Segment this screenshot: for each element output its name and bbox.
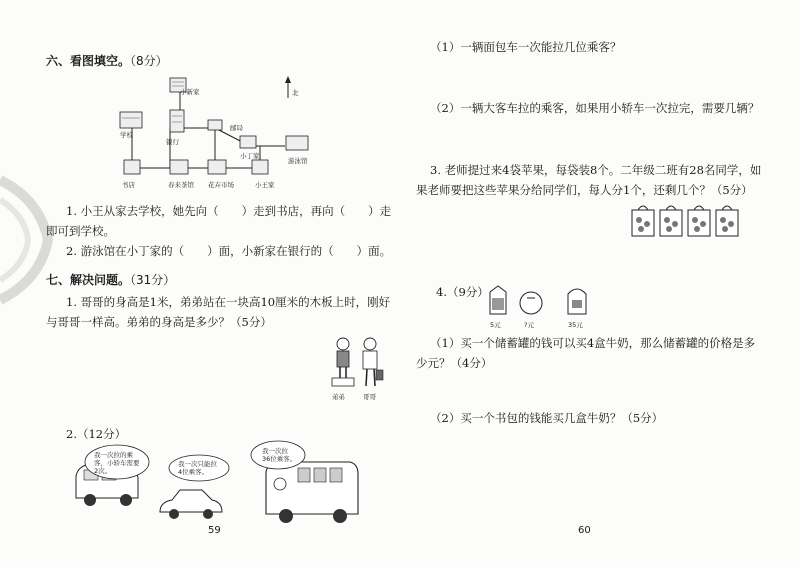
map-label-xiaoding: 小丁家 [240,152,260,160]
right-page [400,0,800,568]
bubble-minivan-text: 我一次拉的乘 客，小轿车需要 2次。 [94,451,140,475]
page-number-left: 59 [208,525,221,536]
question-4-2: （2）买一个书包的钱能买几盒牛奶？（5分） [430,411,664,425]
map-label-post: 邮局 [230,124,243,132]
question-7-1-line1: 1. 哥哥的身高是1米，弟弟站在一块高10厘米的木板上时，刚好 [66,295,391,309]
question-4-1-line2: 少元？（4分） [416,356,493,370]
apple-bags-illustration [630,202,750,238]
brothers-illustration [328,330,388,392]
north-arrow-icon [285,76,291,98]
xiaowang-house-icon [252,160,268,174]
map-label-bookstore: 书店 [122,181,135,189]
question-7-1-line2: 与哥哥一样高。弟弟的身高是多少？（5分） [46,315,272,329]
question-r1: （1）一辆面包车一次能拉几位乘客？ [430,40,622,54]
car-illustration [156,478,226,528]
map-label-bank: 银行 [166,138,179,146]
bubble-car-text: 我一次只能拉 4位乘客。 [178,460,217,476]
map-label-flower: 花卉市场 [208,181,234,189]
section-7-title: 七、解决问题。（31分） [46,273,176,287]
question-7-2: 2.（12分） [66,427,127,441]
flower-market-icon [208,160,226,174]
question-3-line2: 果老师要把这些苹果分给同学们，每人分1个，还剩几个？（5分） [416,183,753,197]
bank-icon [170,110,184,132]
map-label-pool: 游泳馆 [288,157,308,165]
question-6-2: 2. 游泳馆在小丁家的（ ）面，小新家在银行的（ ）面。 [66,244,392,258]
price-school-bag: 35元 [568,321,583,329]
map-label-xiaoxin: 小新家 [180,88,200,96]
teahouse-icon [170,160,188,174]
page-number-right: 60 [578,525,591,536]
piggy-bank-icon [518,290,544,316]
map-label-teahouse: 春来茶馆 [168,181,194,189]
map-label-north: 北 [292,89,299,97]
question-4-1-line1: （1）买一个储蓄罐的钱可以买4盒牛奶，那么储蓄罐的价格是多 [430,336,756,350]
xiaoding-house-icon [240,136,256,148]
question-3-line1: 3. 老师提过来4袋苹果，每袋装8个。二年级二班有28名同学，如 [430,163,762,177]
question-6-1-line2: 即可到学校。 [46,224,115,238]
pool-icon [286,136,308,150]
label-older-brother: 哥哥 [363,393,376,401]
bookstore-icon [124,160,140,174]
school-bag-icon [564,284,590,316]
question-4: 4.（9分） [436,285,489,299]
map-label-school: 学校 [120,131,133,139]
question-r2: （2）一辆大客车拉的乘客，如果用小轿车一次拉完，需要几辆？ [430,101,760,115]
price-piggy-bank: ?元 [524,321,534,329]
label-younger-brother: 弟弟 [332,393,345,401]
map-label-xiaowang: 小王家 [255,181,275,189]
question-6-1-line1: 1. 小王从家去学校，她先向（ ）走到书店，再向（ ）走 [66,204,392,218]
price-milk: 5元 [490,321,501,329]
milk-box-icon [488,284,508,316]
stamp-watermark [0,170,60,310]
bubble-bus-text: 我一次拉 36位乘客。 [262,447,297,463]
post-office-icon [208,120,222,130]
school-icon [120,112,142,128]
section-6-title: 六、看图填空。（8分） [46,54,168,68]
map-figure [110,76,370,196]
